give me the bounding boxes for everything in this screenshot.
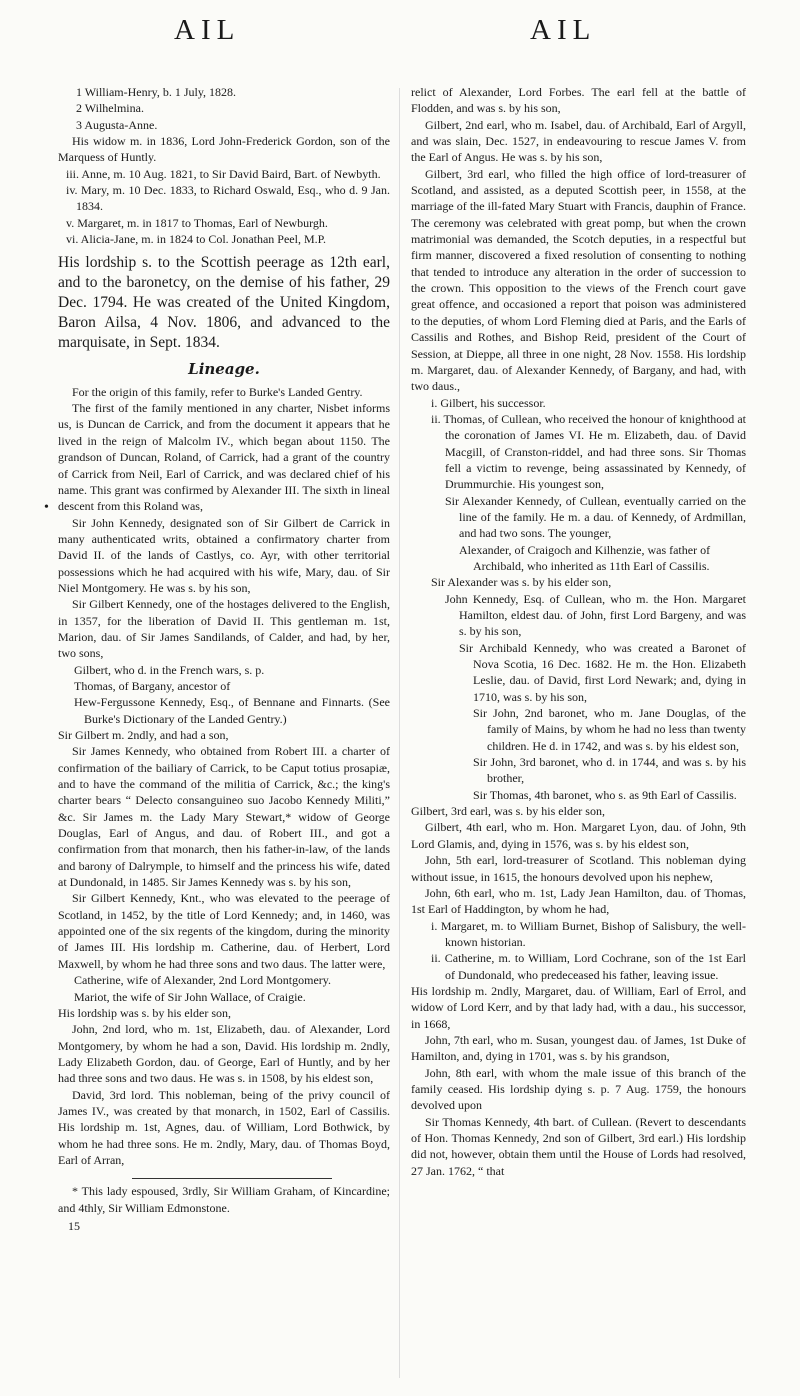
paragraph: John, 6th earl, who m. 1st, Lady Jean Hamilton, dau. of Thomas, 1st Earl of Haddington, by whom he had, [411,885,746,917]
paragraph: Gilbert, 2nd earl, who m. Isabel, dau. of Archibald, Earl of Argyll, and was slain, Dec. 1527, in endeavouring to rescue James V. from the Earl of Angus. He was s. by his son, [411,117,746,165]
list-item: Gilbert, who d. in the French wars, s. p. [74,662,265,677]
list-item: Hew-Fergussone Kennedy, Esq., of Bennane and Finnarts. (See Burke's Dictionary of the Landed Gentry.) [74,695,390,726]
list-item: Sir Thomas, 4th baronet, who s. as 9th Earl of Cassilis. [473,787,737,802]
paragraph: John, 8th earl, with whom the male issue of this branch of the family ceased. His lordship dying s. p. 7 Aug. 1759, the honours devolved upon [411,1065,746,1113]
paragraph: David, 3rd lord. This nobleman, being of the privy council of James IV., was created by that monarch, in 1502, Earl of Cassilis. His lordship m. 1st, Agnes, dau. of William, Lord Bothwick, by whom he had three sons. He m. 2ndly, Mary, dau. of Thomas Boyd, Earl of Arran, [58,1087,390,1167]
list-item: 3 Augusta-Anne. [76,117,158,132]
paragraph: Sir John Kennedy, designated son of Sir Gilbert de Carrick in many authenticated writs, obtained a confirmatory charter from David II. of the lands of Castlys, co. Ayr, with other territorial possessions which he had acquired with his wife, Mary, dau. of Sir Niel Montgomery. He was s. by his son, [58,515,390,595]
paragraph: John, 5th earl, lord-treasurer of Scotland. This nobleman dying without issue, in 1615, the honours devolved upon his nephew, [411,853,746,884]
sons-list [411,395,746,804]
footnote-rule [132,1178,332,1179]
right-column [411,84,746,1179]
list-item: 2 Wilhelmina. [76,101,144,116]
margin-mark: • [44,500,49,515]
paragraph: Sir Gilbert Kennedy, Knt., who was elevated to the peerage of Scotland, in 1452, by the title of Lord Kennedy; and, in 1460, was appointed one of the six regents of the kingdom, during the minority of James III. His lordship m. Catherine, dau. of Herbert, Lord Maxwell, by whom he had three sons and two daus. The latter were, [58,891,390,971]
paragraph: Sir Thomas Kennedy, 4th bart. of Cullean. (Revert to descendants of Hon. Thomas Kennedy, 2nd son of Gilbert, 3rd earl.) His lordship did not, however, obtain them until the House of Lords had resolved, 27 Jan. 1762, “ that [411,1114,746,1178]
footnote: * This lady espoused, 3rdly, Sir William Graham, of Kincardine; and 4thly, Sir William Edmonstone. [58,1184,390,1215]
list-item: Archibald, who inherited as 11th Earl of Cassilis. [473,558,710,573]
paragraph: His widow m. in 1836, Lord John-Frederick Gordon, son of the Marquess of Huntly. [58,134,390,165]
paragraph: For the origin of this family, refer to Burke's Landed Gentry. [72,384,363,399]
page-number: 15 [68,1218,80,1233]
list-item: Sir Alexander Kennedy, of Cullean, eventually carried on the line of the family. He m. a dau. of Kennedy, of Ardmillan, and had two sons. The younger, [445,493,746,541]
paragraph: John, 7th earl, who m. Susan, youngest dau. of James, 1st Duke of Hamilton, and, dying in 1701, was s. by his grandson, [411,1032,746,1064]
list-item: v. Margaret, m. in 1817 to Thomas, Earl of Newburgh. [66,215,328,230]
list-item: Thomas, of Bargany, ancestor of [74,678,231,693]
paragraph: The first of the family mentioned in any charter, Nisbet informs us, is Duncan de Carrick, and from the document it appears that he lived in the reign of Malcolm IV., which began about 1150. The grandson of Duncan, Roland, of Carrick, had a grant of the country of Carrick from Neil, Earl of Carrick, and was declared chief of his name. This grant was confirmed by Alexander III. The sixth in lineal descent from this Roland was, [58,401,390,514]
daughters-list [411,918,746,983]
paragraph: His lordship m. 2ndly, Margaret, dau. of William, Earl of Errol, and widow of Lord Kerr, and by that lady had, with a dau., his successor, in 1668, [411,983,746,1031]
left-column [58,84,390,1234]
paragraph: His lordship was s. by his elder son, [58,1005,231,1020]
list-item: i. Margaret, m. to William Burnet, Bishop of Salisbury, the well-known historian. [431,918,746,949]
running-header-left: AIL [174,14,241,46]
succession-paragraph: His lordship s. to the Scottish peerage as 12th earl, and to the baronetcy, on the demise of his father, 29 Dec. 1794. He was created of the United Kingdom, Baron Ailsa, 4 Nov. 1806, and advanced to the marquisate, in Sept. 1834. [58,254,390,352]
list-item: ii. Thomas, of Cullean, who received the honour of knighthood at the coronation of James VI. He m. Elizabeth, dau. of David Macgill, of Cranston-riddel, and had three sons. Sir Thomas fell a victim to revenge, being assassinated by Kennedy, of Drummurchie. His youngest son, [431,411,746,492]
paragraph: Sir James Kennedy, who obtained from Robert III. a charter of confirmation of the bailiary of Carrick, to be Caput totius prosapiæ, and to have the command of the militia of Carrick, &c.; the king's charter bears “ Delecto consanguineo suo Jacobo Kennedy Militi,” &c. Sir James m. the Lady Mary Stewart,* widow of George Douglas, Earl of Angus, and dau. of Robert III., and got a confirmation from that monarch, then his father-in-law, of the lands and barony of Dalrymple, to himself and the princess his wife, dated at Dundonald, in 1485. Sir James Kennedy was s. by his son, [58,744,390,890]
list-item: Sir John, 3rd baronet, who d. in 1744, and was s. by his brother, [473,755,746,786]
paragraph: Gilbert, 3rd earl, who filled the high office of lord-treasurer of Scotland, and assisted, as a deputed Scottish peer, in 1558, at the marriage of the ill-fated Mary Stuart with Francis, dauphin of France. The ceremony was celebrated with great pomp, but when the crown matrimonial was demanded, the Scotch deputies, in a respectful but firm manner, discovered a fixed resolution of consenting to nothing that tended to introduce any alteration in the order of succession to the crown. This opposition to the views of the French court gave great offence, and occasioned a report that poison was administered to the deputies, of whom Lord Fleming died at Paris, and the Earls of Cassilis and Rothes, and Bishop Reid, president of the Court of Session, at Dieppe, all three in one night, 28 Nov. 1558. His lordship m. Margaret, dau. of Alexander Kennedy, of Bargany, and had, with two daus., [411,166,746,394]
paragraph: relict of Alexander, Lord Forbes. The earl fell at the battle of Flodden, and was s. by his son, [411,85,746,116]
section-heading: Lineage. [188,360,260,379]
list-item: Sir John, 2nd baronet, who m. Jane Douglas, of the family of Mains, by whom he had no less than twenty children. He d. in 1742, and was s. by his eldest son, [473,706,746,753]
paragraph: Gilbert, 4th earl, who m. Hon. Margaret Lyon, dau. of John, 9th Lord Glamis, and, dying in 1576, was s. by his eldest son, [411,820,746,851]
children-list [58,84,390,133]
list-item: Alexander, of Craigoch and Kilhenzie, was father of [459,542,711,557]
list-item: vi. Alicia-Jane, m. in 1824 to Col. Jonathan Peel, M.P. [66,232,326,247]
list-item: i. Gilbert, his successor. [431,395,546,410]
list-item: Sir Alexander was s. by his elder son, [431,575,612,590]
list-item: iv. Mary, m. 10 Dec. 1833, to Richard Oswald, Esq., who d. 9 Jan. 1834. [66,183,390,214]
paragraph: Gilbert, 3rd earl, was s. by his elder son, [411,804,605,819]
list-item: ii. Catherine, m. to William, Lord Cochrane, son of the 1st Earl of Dundonald, who predeceased his father, leaving issue. [431,951,746,982]
running-header-right: AIL [530,14,597,46]
paragraph: Sir Gilbert m. 2ndly, and had a son, [58,728,229,742]
list-item: 1 William-Henry, b. 1 July, 1828. [76,85,237,99]
list-item: Sir Archibald Kennedy, who was created a Baronet of Nova Scotia, 16 Dec. 1682. He m. the Hon. Elizabeth Leslie, dau. of David, first Lord Newark; and, dying in 1710, was s. by his son, [459,640,746,704]
paragraph: John, 2nd lord, who m. 1st, Elizabeth, dau. of Alexander, Lord Montgomery, by whom he had a son, David. His lordship m. 2ndly, Lady Elizabeth Gordon, dau. of George, Earl of Huntly, and by her had three sons and two daus. He was s. in 1508, by his eldest son, [58,1022,390,1086]
list-item: Catherine, wife of Alexander, 2nd Lord Montgomery. [74,973,332,988]
list-item: iii. Anne, m. 10 Aug. 1821, to Sir David Baird, Bart. of Newbyth. [66,166,381,181]
daughters-list [58,166,390,248]
list-item: John Kennedy, Esq. of Cullean, who m. the Hon. Margaret Hamilton, eldest dau. of John, first Lord Bargeny, and was s. by his son, [445,591,746,639]
paragraph: Sir Gilbert Kennedy, one of the hostages delivered to the English, in 1357, for the liberation of David II. This gentleman m. 1st, Marion, dau. of Sir James Sandilands, of Calder, and had, by her, two sons, [58,597,390,661]
list-item: Mariot, the wife of Sir John Wallace, of Craigie. [74,989,306,1004]
column-gutter [399,88,400,1378]
